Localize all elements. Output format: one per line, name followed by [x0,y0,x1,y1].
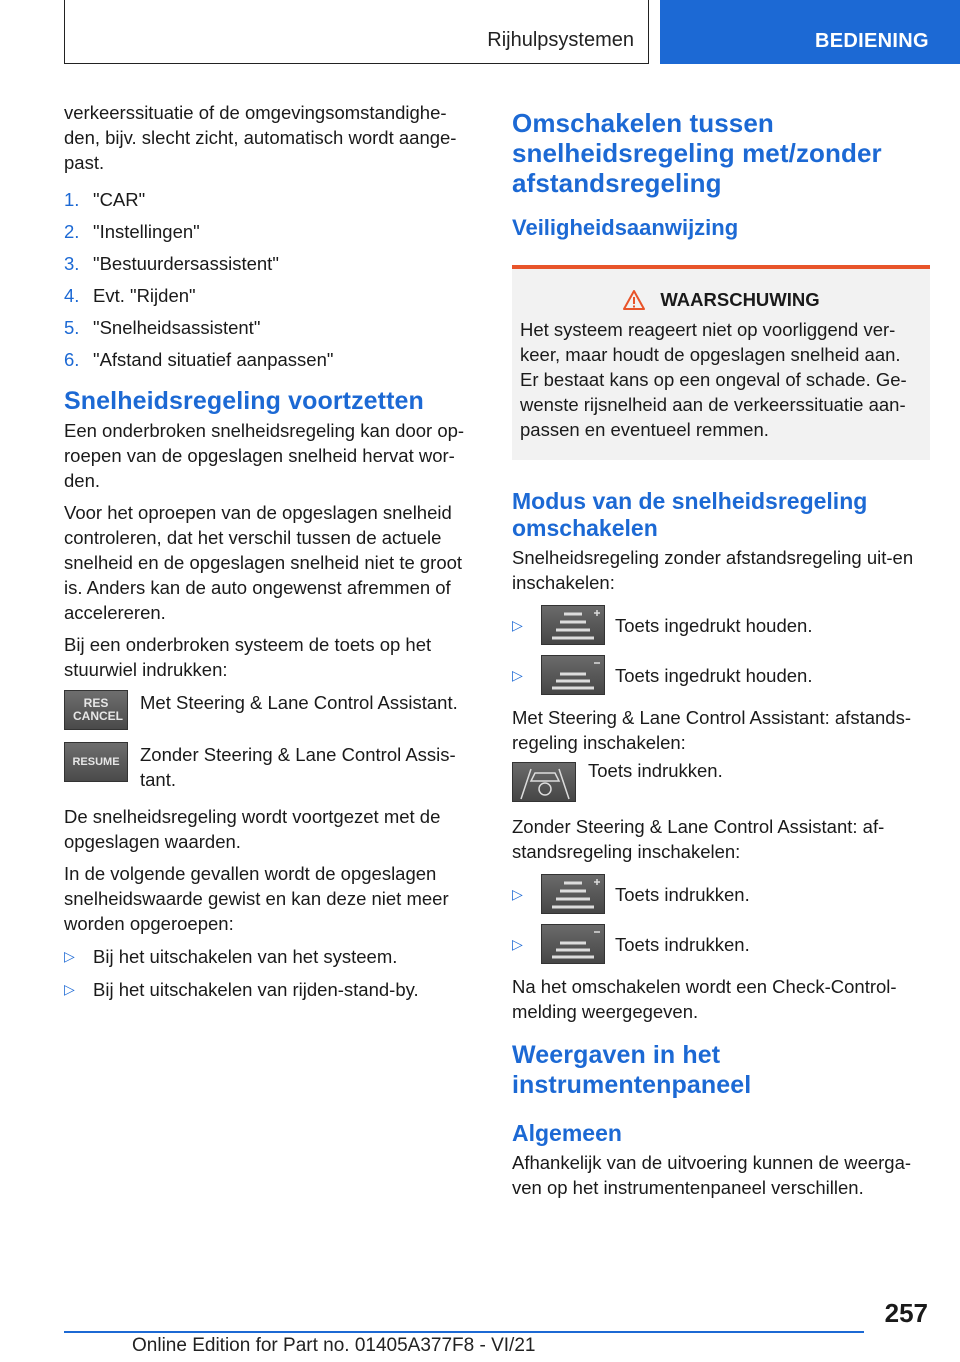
triangle-bullet-icon: ▷ [512,666,523,683]
warning-text: Het systeem reageert niet op voorliggend ver-keer, maar houdt de opgeslagen snelheid aan. Er bestaat kans op een ongeval of schade. Ge-wenste rijsnelheid aan de verkeerssituatie aan-passen en eventueel remmen. [520,319,907,440]
triangle-bullet-icon: ▷ [512,616,523,633]
page-number: 257 [884,1298,928,1328]
footer-edition: Online Edition for Part no. 01405A377F8 - VI/21 [132,1335,536,1356]
button-description: Zonder Steering & Lane Control Assis-tant. [140,744,456,790]
subsection-heading: Algemeen [512,1120,622,1146]
distance-plus-button-icon [541,874,605,914]
distance-minus-button-icon [541,655,605,695]
subsection-heading: Veiligheidsaanwijzing [512,215,739,240]
header-section-title: Rijhulpsystemen [487,29,634,51]
list-item: 4. Evt. "Rijden" [64,285,196,306]
section-heading: Omschakelen tussen snelheidsregeling met/zonder afstandsregeling [512,108,882,198]
button-illustration-row: Toets indrukken. [512,762,930,802]
header-chapter-box [660,0,960,64]
left-column [64,100,482,1010]
triangle-bullet-icon: ▷ [64,948,75,964]
header-chapter-title: BEDIENING [815,30,929,52]
button-illustration-row [64,690,482,730]
subsection-heading: Modus van de snelheidsregeling omschakelen [512,488,868,541]
paragraph: De snelheidsregeling wordt voortgezet met de opgeslagen waarden. [64,806,441,852]
button-illustration-row [64,742,482,792]
button-description: Met Steering & Lane Control Assistant. [140,692,458,713]
list-item: 5. "Snelheidsassistent" [64,317,261,338]
warning-title: WAARSCHUWING [520,289,922,311]
paragraph: Zonder Steering & Lane Control Assistant: af-standsregeling inschakelen: [512,816,885,862]
list-item: ▷ Toets indrukken. [512,924,930,964]
list-item: 1. "CAR" [64,189,146,210]
res-cancel-button-icon: RES CANCEL [64,690,128,730]
triangle-bullet-icon: ▷ [64,981,75,997]
distance-minus-button-icon [541,924,605,964]
intro-paragraph: verkeerssituatie of de omgevingsomstandighe-den, bijv. slecht zicht, automatisch wordt aange-past. [64,102,457,173]
resume-button-icon: RESUME [64,742,128,782]
list-item: 2. "Instellingen" [64,221,200,242]
paragraph: Na het omschakelen wordt een Check-Control-melding weergegeven. [512,976,897,1022]
section-heading: Weergaven in het instrumentenpaneel [512,1041,752,1099]
paragraph: In de volgende gevallen wordt de opgeslagen snelheidswaarde gewist en kan deze niet meer worden opgeroepen: [64,863,449,934]
paragraph: Snelheidsregeling zonder afstandsregeling uit-en inschakelen: [512,547,914,593]
right-column [512,104,930,1207]
bullet-list [64,944,482,1002]
paragraph: Met Steering & Lane Control Assistant: afstands-regeling inschakelen: [512,707,911,753]
list-item: 3. "Bestuurdersassistent" [64,253,279,274]
paragraph: Voor het oproepen van de opgeslagen snelheid controleren, dat het verschil tussen de actuele snelheid en de opgeslagen snelheid niet te groot is. Anders kan de auto ongewenst afremmen of accelereren. [64,502,463,623]
footer-divider [64,1331,864,1333]
header-section-box [64,0,649,64]
warning-triangle-icon [622,289,646,311]
list-item: ▷ Bij het uitschakelen van rijden-stand-by. [64,979,419,1000]
list-item: ▷ Toets indrukken. [512,874,930,914]
triangle-bullet-icon: ▷ [512,885,523,902]
list-item: ▷ Toets ingedrukt houden. [512,605,930,645]
steering-lane-assist-button-icon [512,762,576,802]
paragraph: Een onderbroken snelheidsregeling kan door op-roepen van de opgeslagen snelheid hervat wor-den. [64,420,465,491]
list-item: ▷ Toets ingedrukt houden. [512,655,930,695]
steps-list [64,187,482,372]
list-item: ▷ Bij het uitschakelen van het systeem. [64,946,398,967]
warning-box [512,265,930,460]
paragraph: Afhankelijk van de uitvoering kunnen de weerga-ven op het instrumentenpaneel verschillen. [512,1152,912,1198]
distance-plus-button-icon [541,605,605,645]
paragraph: Bij een onderbroken systeem de toets op het stuurwiel indrukken: [64,634,432,680]
list-item: 6. "Afstand situatief aanpassen" [64,349,334,370]
section-heading: Snelheidsregeling voortzetten [64,387,424,415]
triangle-bullet-icon: ▷ [512,935,523,952]
